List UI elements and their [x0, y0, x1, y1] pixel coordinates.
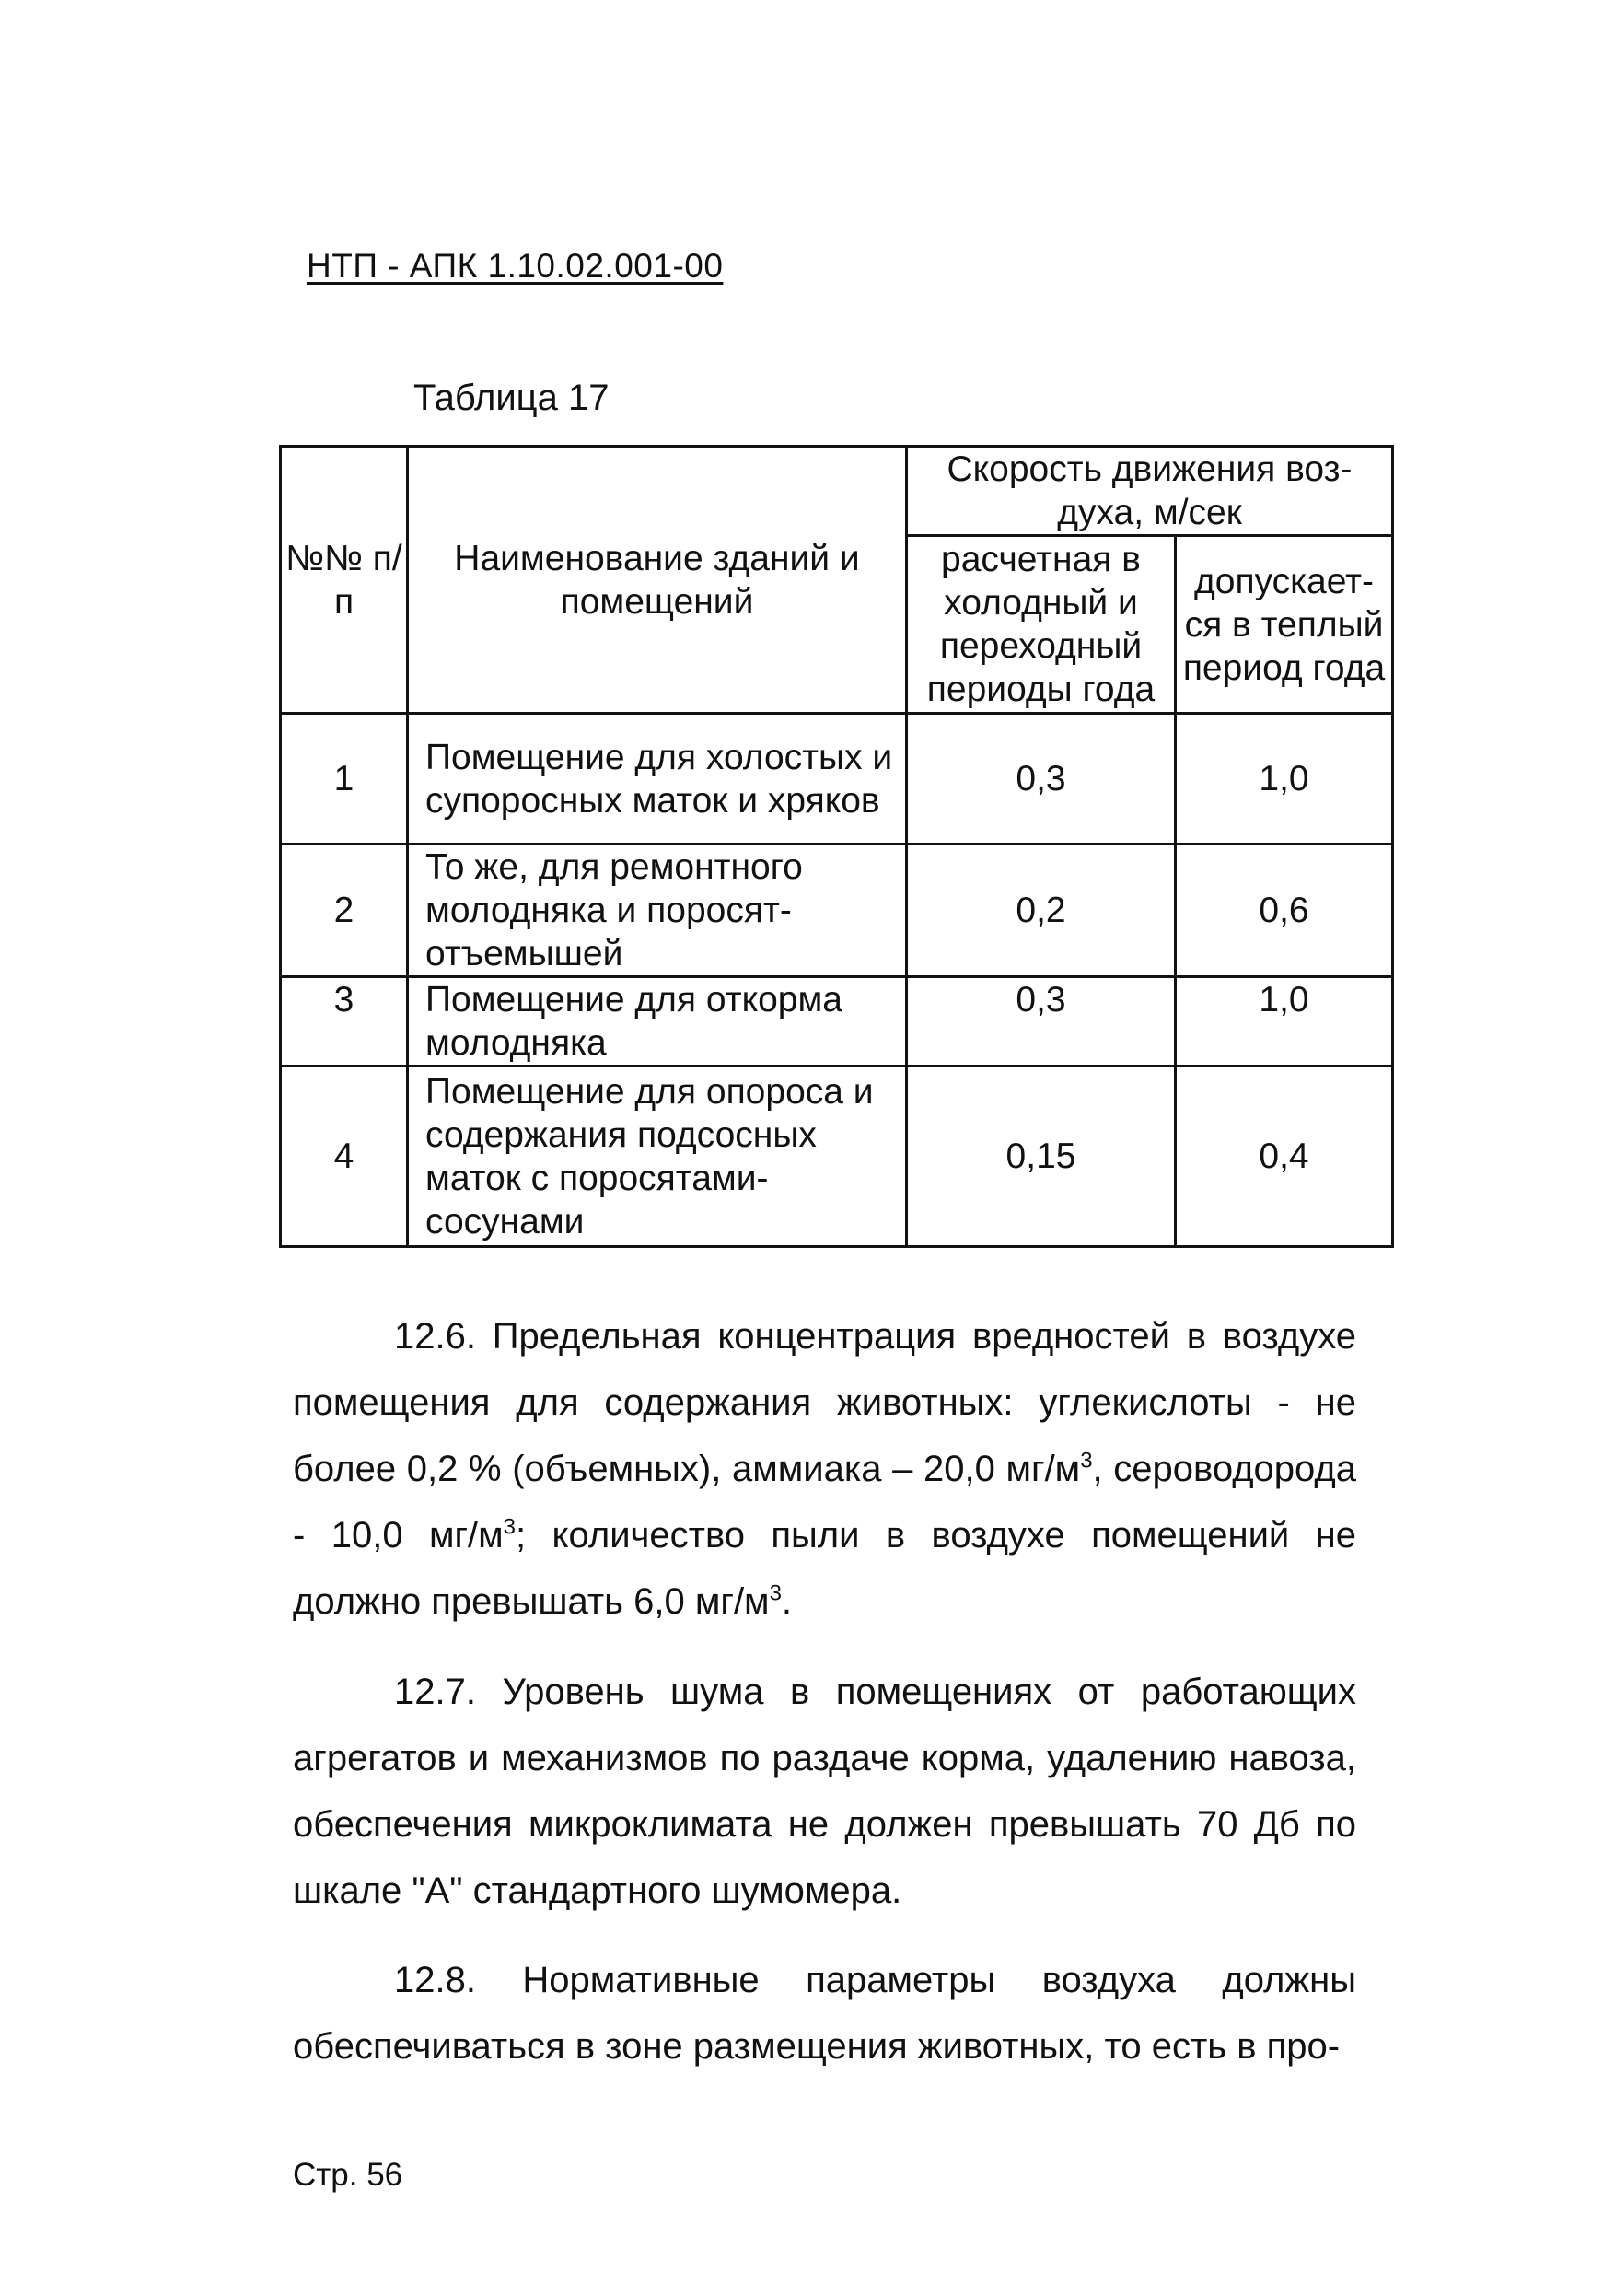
row-name: То же, для ремонтного молодняка и поросят-отъемышей	[408, 845, 907, 977]
document-code: НТП - АПК 1.10.02.001-00	[307, 247, 724, 285]
header-speed-group: Скорость движения воз-духа, м/сек	[907, 447, 1393, 536]
row-name: Помещение для откорма молодняка	[408, 977, 907, 1066]
header-name: Наименование зданий и помещений	[408, 447, 907, 714]
superscript-3: 3	[1080, 1448, 1093, 1474]
p12-6-text-1: 12.6. Предельная концентрация вредностей в воздухе помещения для содержания животных: углекислоты - не более 0,2 % (объемных), аммиака – 20,0 мг/м	[293, 1316, 1356, 1489]
paragraph-12-7: 12.7. Уровень шума в помещениях от работающих агрегатов и механизмов по раздаче корма, удалению навоза, обеспечения микроклимата не должен превышать 70 Дб по шкале "А" стандартного шумомера.	[293, 1672, 1356, 1911]
header-allowed: допускает-ся в теплый период года	[1176, 536, 1393, 714]
ventilation-speed-table	[279, 445, 1394, 1248]
paragraph-12-8: 12.8. Нормативные параметры воздуха должны обеспечиваться в зоне размещения животных, то есть в про-	[293, 1960, 1356, 2067]
row-calc: 0,2	[907, 845, 1176, 977]
row-calc: 0,3	[907, 977, 1176, 1066]
paragraph-12-6	[293, 1303, 1356, 1635]
row-name: Помещение для опороса и содержания подсосных маток с поросятами-сосунами	[408, 1066, 907, 1247]
row-num: 4	[281, 1066, 408, 1247]
row-num: 1	[281, 714, 408, 845]
superscript-3: 3	[769, 1580, 782, 1606]
row-allowed: 0,6	[1176, 845, 1393, 977]
p12-6-text-2: , сероводорода - 10,0 мг/м	[293, 1449, 1356, 1556]
table-row	[281, 714, 1393, 845]
table-row	[281, 977, 1393, 1066]
row-name: Помещение для холостых и супоросных маток и хряков	[408, 714, 907, 845]
row-allowed: 1,0	[1176, 977, 1393, 1066]
p12-6-text-4: .	[781, 1581, 793, 1622]
table-row	[281, 845, 1393, 977]
row-allowed: 0,4	[1176, 1066, 1393, 1247]
page-number: Стр. 56	[293, 2157, 403, 2193]
row-num: 3	[281, 977, 408, 1066]
header-calc: расчетная в холодный и переходный периоды года	[907, 536, 1176, 714]
row-allowed: 1,0	[1176, 714, 1393, 845]
table-caption: Таблица 17	[413, 378, 610, 418]
superscript-3: 3	[503, 1514, 517, 1540]
row-calc: 0,3	[907, 714, 1176, 845]
row-calc: 0,15	[907, 1066, 1176, 1247]
row-num: 2	[281, 845, 408, 977]
header-num: №№ п/п	[281, 447, 408, 714]
p12-6-text-3: ; количество пыли в воздухе помещений не должно превышать 6,0 мг/м	[293, 1515, 1356, 1622]
table-row	[281, 1066, 1393, 1247]
